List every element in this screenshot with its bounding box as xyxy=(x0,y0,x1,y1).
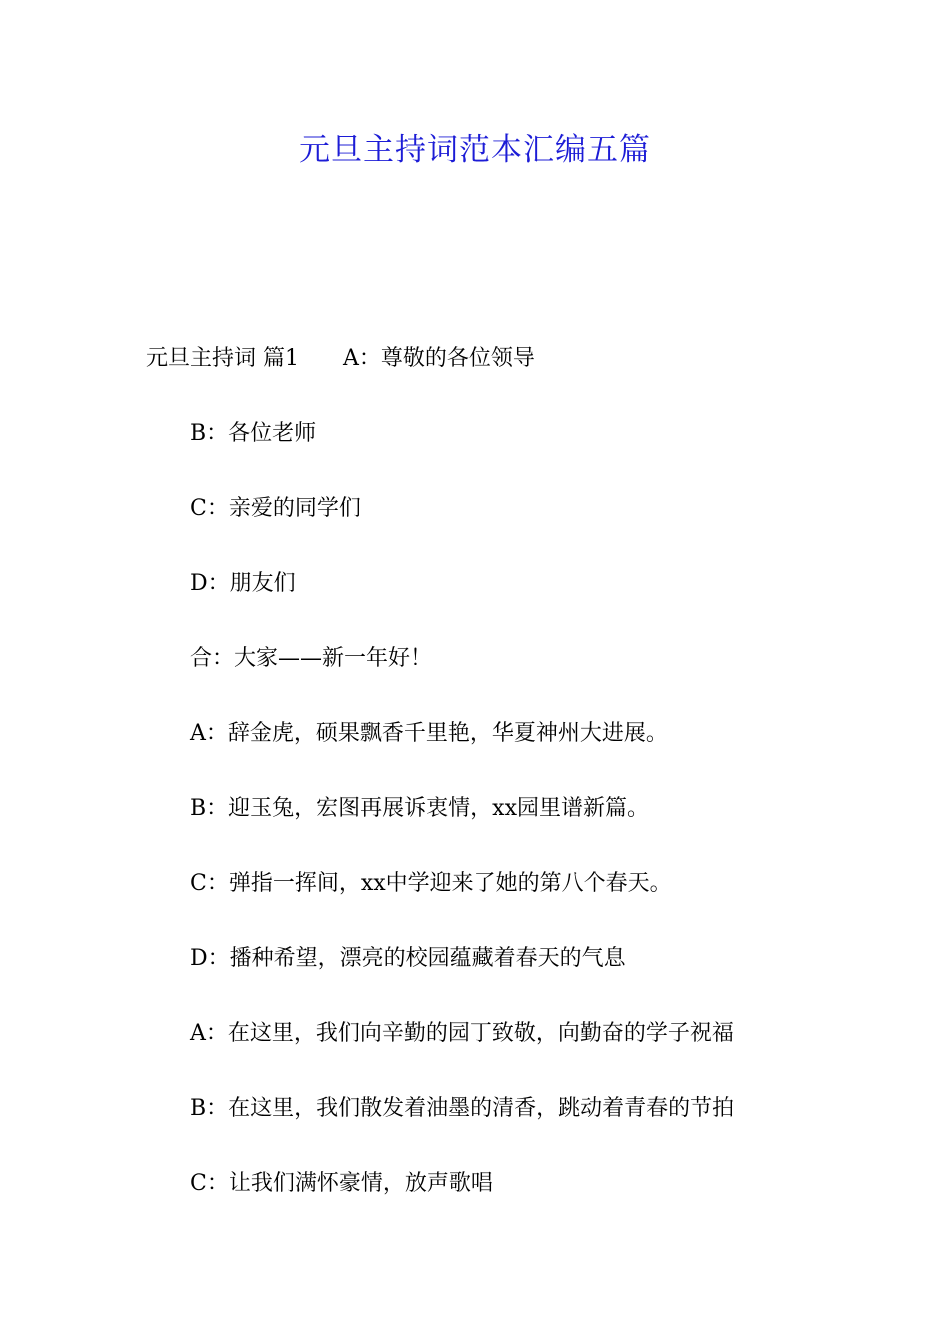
script-line: B：迎玉兔，宏图再展诉衷情，xx园里谱新篇。 xyxy=(190,796,649,821)
script-line: D：朋友们 xyxy=(190,571,296,596)
script-lines xyxy=(190,418,910,1243)
paragraph-text: A：尊敬的各位领导 xyxy=(343,346,535,371)
first-paragraph xyxy=(146,343,535,375)
script-line: D：播种希望，漂亮的校园蕴藏着春天的气息 xyxy=(190,946,626,971)
script-line: B：在这里，我们散发着油墨的清香，跳动着青春的节拍 xyxy=(190,1096,735,1121)
script-line: B：各位老师 xyxy=(190,421,317,446)
script-line: C：让我们满怀豪情，放声歌唱 xyxy=(190,1171,493,1196)
script-line: A：在这里，我们向辛勤的园丁致敬，向勤奋的学子祝福 xyxy=(190,1021,734,1046)
section-label: 元旦主持词 篇1 xyxy=(146,346,299,371)
script-line: C：亲爱的同学们 xyxy=(190,496,361,521)
document-title: 元旦主持词范本汇编五篇 xyxy=(299,132,651,168)
script-line: 合：大家——新一年好！ xyxy=(190,646,433,671)
script-line: A：辞金虎，硕果飘香千里艳，华夏神州大进展。 xyxy=(190,721,668,746)
script-line: C：弹指一挥间，xx中学迎来了她的第八个春天。 xyxy=(190,871,672,896)
